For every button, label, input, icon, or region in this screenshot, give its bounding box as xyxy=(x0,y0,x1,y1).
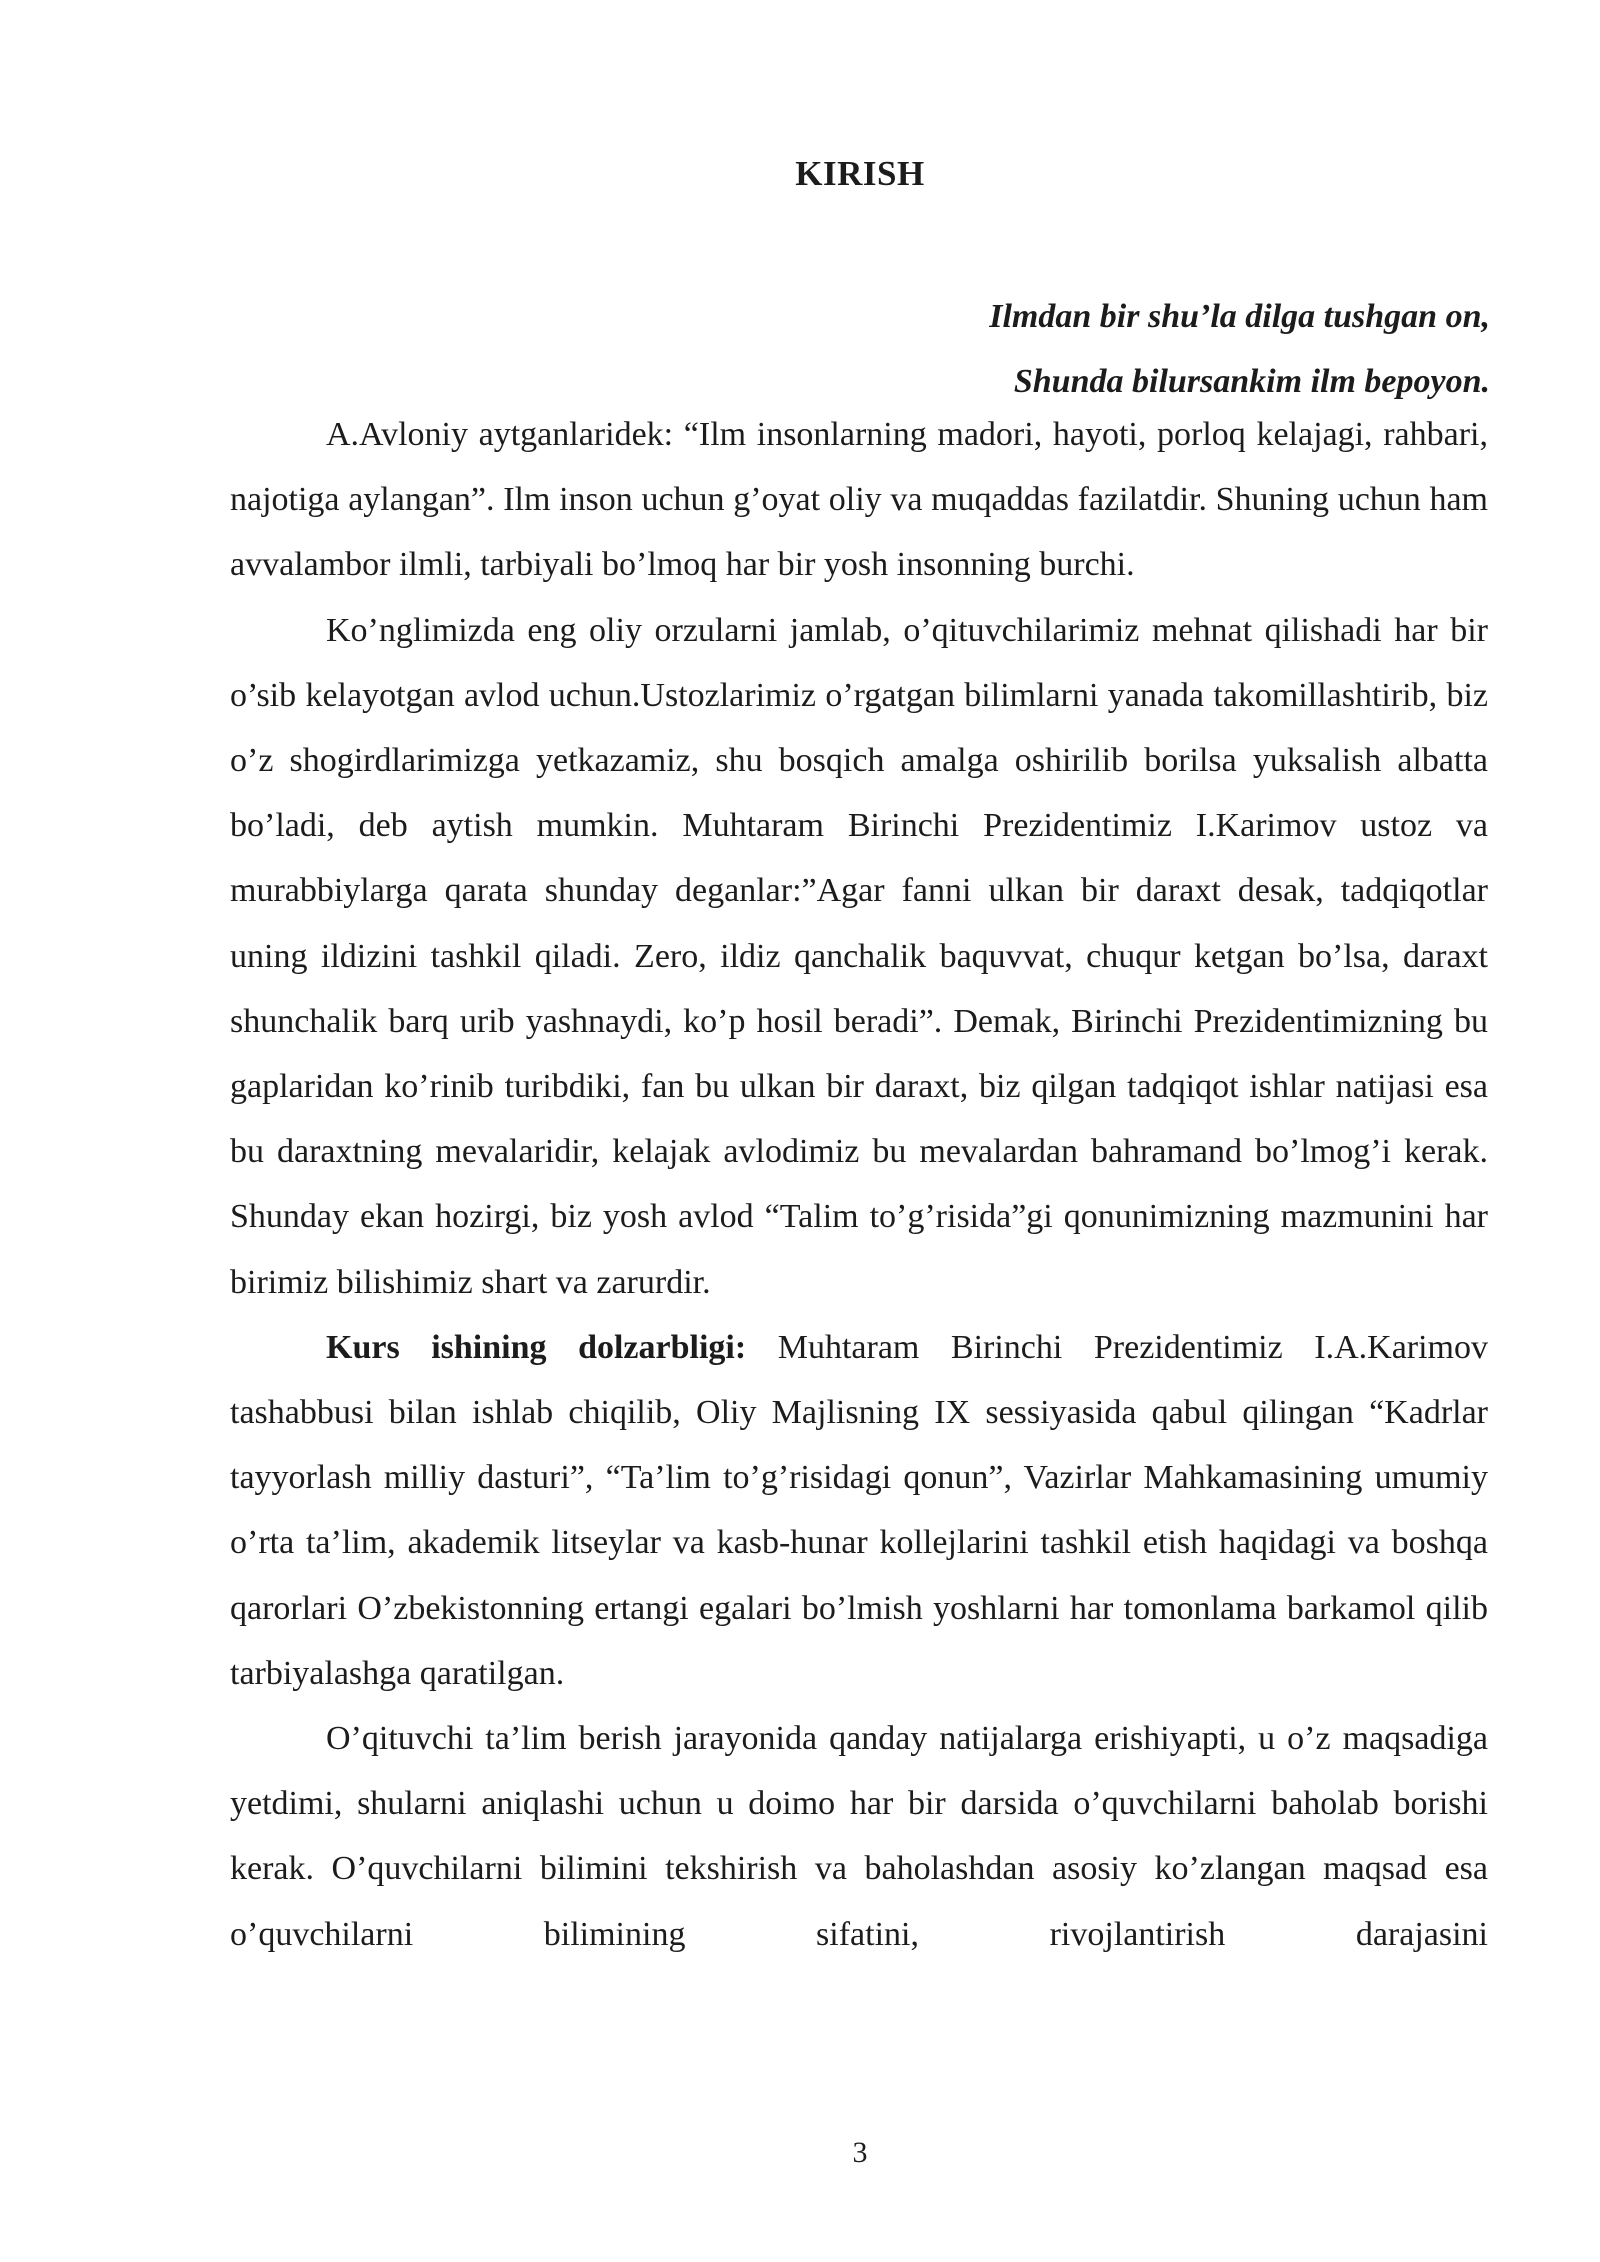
epigraph xyxy=(590,284,1490,414)
epigraph-line-2: Shunda bilursankim ilm bepoyon. xyxy=(1013,363,1490,400)
paragraph-teachers: Ko’nglimizda eng oliy orzularni jamlab, o’qituvchilarimiz mehnat qilishadi har bir o’sib kelayotgan avlod uchun.Ustozlarimiz o’rgatgan bilimlarni yanada takomillashtirib, biz o’z shogirdlarimizga yetkazamiz, shu bosqich amalga oshirilib borilsa yuksalish albatta bo’ladi, deb aytish mumkin. Muhtaram Birinchi Prezidentimiz I.Karimov ustoz va murabbiylarga qarata shunday deganlar:”Agar fanni ulkan bir daraxt desak, tadqiqotlar uning ildizini tashkil qiladi. Zero, ildiz qanchalik baquvvat, chuqur ketgan bo’lsa, daraxt shunchalik barq urib yashnaydi, ko’p hosil beradi”. Demak, Birinchi Prezidentimizning bu gaplaridan ko’rinib turibdiki, fan bu ulkan bir daraxt, biz qilgan tadqiqot ishlar natijasi esa bu daraxtning mevalaridir, kelajak avlodimiz bu mevalardan bahramand bo’lmog’i kerak. Shunday ekan hozirgi, biz yosh avlod “Talim to’g’risida”gi qonunimizning mazmunini har birimiz bilishimiz shart va zarurdir. xyxy=(230,611,1488,1301)
relevance-heading: Kurs ishining dolzarbligi: xyxy=(326,1328,747,1366)
body-text xyxy=(230,402,1488,1967)
page-number: 3 xyxy=(852,2136,868,2169)
paragraph-avloniy-quote: A.Avloniy aytganlaridek: “Ilm insonlarning madori, hayoti, porloq kelajagi, rahbari, najotiga aylangan”. Ilm inson uchun g’oyat oliy va muqaddas fazilatdir. Shuning uchun ham avvalambor ilmli, tarbiyali bo’lmoq har bir yosh insonning burchi. xyxy=(230,416,1488,584)
page-title: KIRISH xyxy=(795,154,925,193)
relevance-text: Muhtaram Birinchi Prezidentimiz I.A.Karimov tashabbusi bilan ishlab chiqilib, Oliy Majlisning IX sessiyasida qabul qilingan “Kadrlar tayyorlash milliy dasturi”, “Ta’lim to’g’risidagi qonun”, Vazirlar Mahkamasining umumiy o’rta ta’lim, akademik litseylar va kasb-hunar kollejlarini tashkil etish haqidagi va boshqa qarorlari O’zbekistonning ertangi egalari bo’lmish yoshlarni har tomonlama barkamol qilib tarbiyalashga qaratilgan. xyxy=(230,1328,1488,1692)
epigraph-line-1: Ilmdan bir shu’la dilga tushgan on, xyxy=(989,298,1490,335)
paragraph-assessment: O’qituvchi ta’lim berish jarayonida qanday natijalarga erishiyapti, u o’z maqsadiga yetdimi, shularni aniqlashi uchun u doimo har bir darsida o’quvchilarni baholab borishi kerak. O’quvchilarni bilimini tekshirish va baholashdan asosiy ko’zlangan maqsad esa o’quvchilarni bilimining sifatini, rivojlantirish darajasini xyxy=(230,1720,1488,1953)
paragraph-relevance xyxy=(230,1315,1488,1706)
